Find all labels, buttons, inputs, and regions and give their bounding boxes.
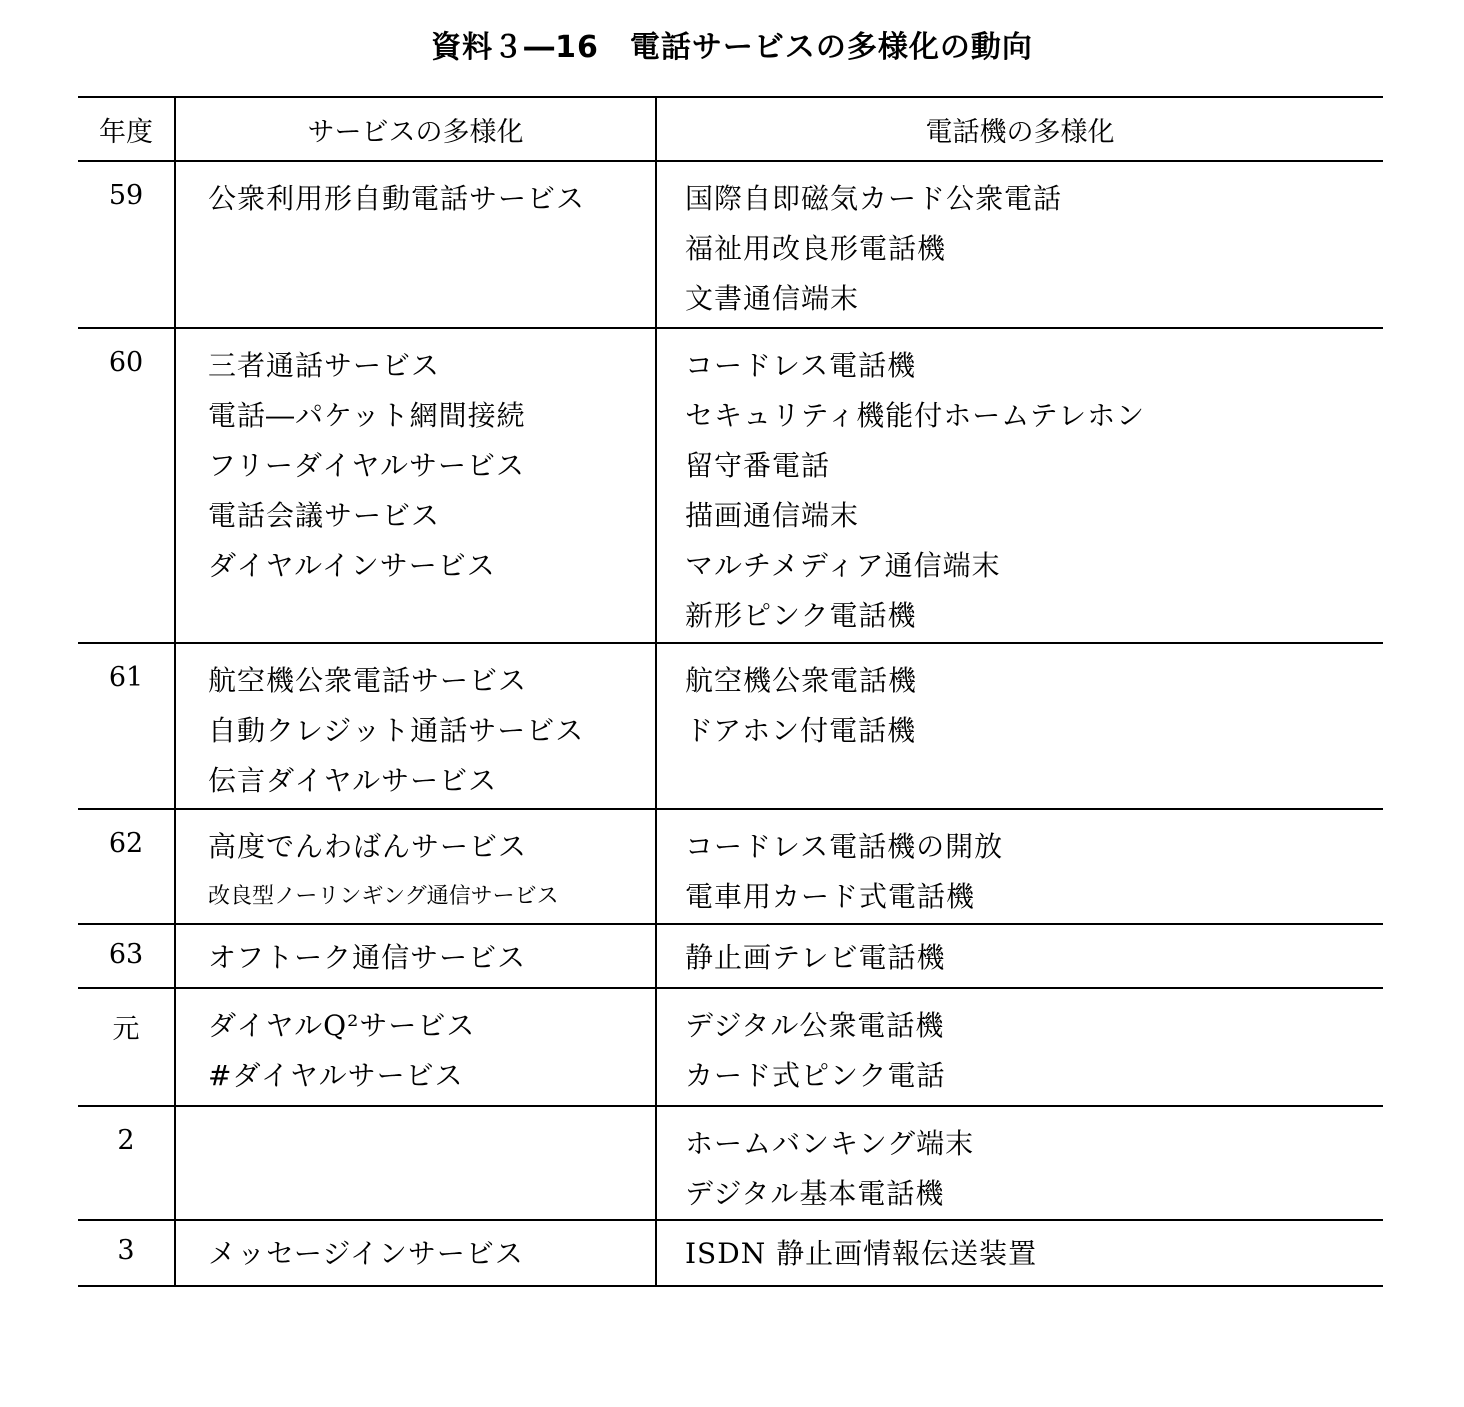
phone-item: 福祉用改良形電話機 bbox=[685, 232, 947, 265]
document-title: 資料３―16 電話サービスの多様化の動向 bbox=[431, 30, 1033, 65]
services-cell bbox=[175, 988, 656, 1106]
year-cell: 63 bbox=[78, 924, 175, 988]
table-row bbox=[78, 988, 1383, 1106]
phones-cell bbox=[656, 1220, 1383, 1286]
services-cell bbox=[175, 1220, 656, 1286]
table-row bbox=[78, 924, 1383, 988]
service-item: 自動クレジット通話サービス bbox=[208, 714, 585, 747]
phone-item: ホームバンキング端末 bbox=[685, 1127, 975, 1160]
service-item: 高度でんわばんサービス bbox=[208, 830, 528, 863]
service-item: オフトーク通信サービス bbox=[208, 941, 527, 974]
phone-item: カード式ピンク電話 bbox=[685, 1059, 946, 1092]
phone-item: コードレス電話機の開放 bbox=[685, 830, 1004, 863]
service-diversification-table bbox=[78, 96, 1383, 1287]
table-row bbox=[78, 809, 1383, 924]
service-item: メッセージインサービス bbox=[208, 1237, 524, 1270]
table-row bbox=[78, 1220, 1383, 1286]
phone-item: 国際自即磁気カード公衆電話 bbox=[685, 182, 1063, 215]
year-cell: 2 bbox=[78, 1106, 175, 1220]
service-item: ダイヤルインサービス bbox=[208, 549, 496, 582]
services-cell bbox=[175, 1106, 656, 1220]
year-cell: 3 bbox=[78, 1220, 175, 1286]
services-cell bbox=[175, 328, 656, 643]
phone-item: マルチメディア通信端末 bbox=[685, 549, 1001, 582]
services-cell bbox=[175, 643, 656, 809]
year-cell: 60 bbox=[78, 328, 175, 643]
phone-item: 文書通信端末 bbox=[685, 282, 860, 315]
header-phones: 電話機の多様化 bbox=[925, 116, 1115, 148]
service-item: ダイヤルQ²サービス bbox=[208, 1009, 476, 1042]
service-item: 航空機公衆電話サービス bbox=[208, 664, 528, 697]
table-row bbox=[78, 161, 1383, 328]
phone-item: 電車用カード式電話機 bbox=[685, 880, 976, 913]
service-item: 三者通話サービス bbox=[208, 349, 441, 382]
phone-item: 留守番電話 bbox=[685, 449, 831, 482]
header-year: 年度 bbox=[78, 97, 175, 161]
service-item: 電話―パケット網間接続 bbox=[208, 399, 526, 432]
service-item: #ダイヤルサービス bbox=[208, 1059, 464, 1092]
service-item: 電話会議サービス bbox=[208, 499, 441, 532]
table-row bbox=[78, 1106, 1383, 1220]
table-row bbox=[78, 643, 1383, 809]
phones-cell bbox=[656, 1106, 1383, 1220]
phone-item: デジタル公衆電話機 bbox=[685, 1009, 945, 1042]
phone-item: 航空機公衆電話機 bbox=[685, 664, 918, 697]
services-cell bbox=[175, 161, 656, 328]
table-header-row bbox=[78, 97, 1383, 161]
services-cell bbox=[175, 809, 656, 924]
service-item: 公衆利用形自動電話サービス bbox=[208, 182, 586, 215]
phones-cell bbox=[656, 988, 1383, 1106]
year-cell: 59 bbox=[78, 161, 175, 328]
phone-item: デジタル基本電話機 bbox=[685, 1177, 945, 1210]
phone-item: コードレス電話機 bbox=[685, 349, 917, 382]
service-item: フリーダイヤルサービス bbox=[208, 449, 526, 482]
phones-cell bbox=[656, 161, 1383, 328]
year-cell: 元 bbox=[78, 988, 175, 1106]
phone-item: ISDN 静止画情報伝送装置 bbox=[685, 1237, 1038, 1270]
phones-cell bbox=[656, 328, 1383, 643]
phone-item: ドアホン付電話機 bbox=[685, 714, 917, 747]
service-item: 伝言ダイヤルサービス bbox=[208, 764, 498, 797]
year-cell: 61 bbox=[78, 643, 175, 809]
phones-cell bbox=[656, 643, 1383, 809]
table-row bbox=[78, 328, 1383, 643]
services-cell bbox=[175, 924, 656, 988]
header-services: サービスの多様化 bbox=[175, 97, 656, 161]
phones-cell bbox=[656, 924, 1383, 988]
phone-item: 静止画テレビ電話機 bbox=[685, 941, 946, 974]
phone-item: 新形ピンク電話機 bbox=[685, 599, 917, 632]
phones-cell bbox=[656, 809, 1383, 924]
phone-item: セキュリティ機能付ホームテレホン bbox=[685, 399, 1146, 432]
service-item: 改良型ノーリンギング通信サービス bbox=[208, 884, 559, 909]
year-cell: 62 bbox=[78, 809, 175, 924]
phone-item: 描画通信端末 bbox=[685, 499, 860, 532]
